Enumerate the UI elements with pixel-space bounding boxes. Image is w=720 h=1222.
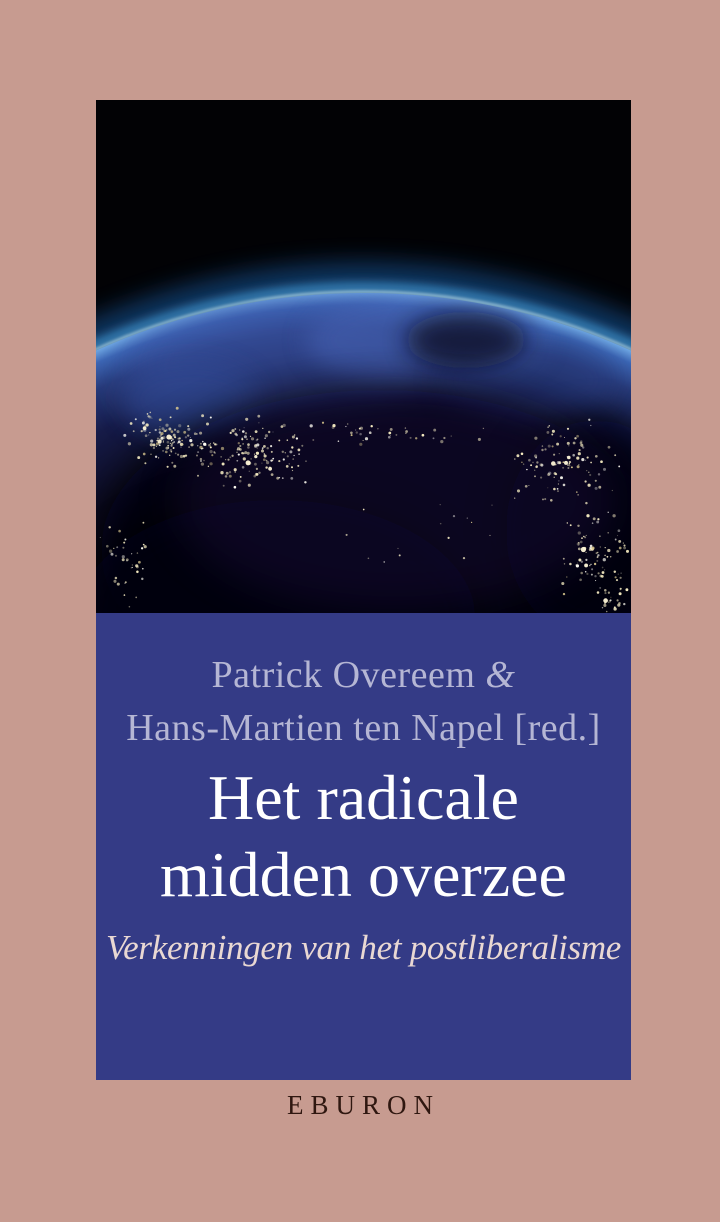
title-line-2: midden overzee xyxy=(160,839,567,910)
book-title xyxy=(96,759,631,913)
ampersand: & xyxy=(485,654,516,696)
book-subtitle: Verkenningen van het postliberalisme xyxy=(105,928,622,967)
author-names-text: Patrick Overeem xyxy=(211,654,476,696)
author-line-1 xyxy=(96,649,631,702)
author-line-2: Hans-Martien ten Napel [red.] xyxy=(126,707,601,749)
title-line-1: Het radicale xyxy=(208,762,519,833)
earth-surface-details xyxy=(96,290,631,613)
cover-text-panel xyxy=(96,613,631,1080)
earth-night-illustration xyxy=(96,100,631,613)
author-names xyxy=(96,649,631,755)
earth-night-image xyxy=(96,100,631,613)
publisher-name: EBURON xyxy=(286,1090,440,1120)
book-cover xyxy=(96,100,631,1080)
